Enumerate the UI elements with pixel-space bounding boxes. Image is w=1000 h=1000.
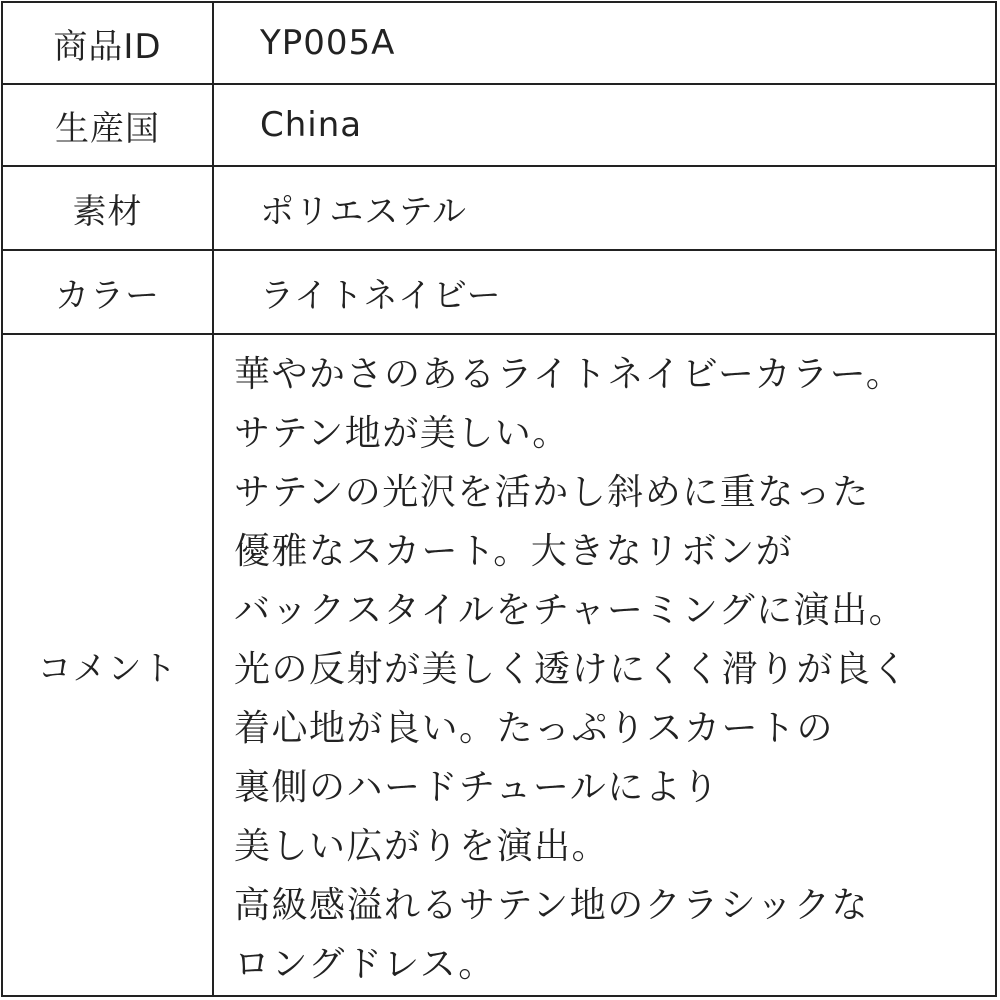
label-product-id: 商品ID (3, 3, 214, 85)
comment-line: サテンの光沢を活かし斜めに重なった (234, 472, 870, 513)
comment-line: 裏側のハードチュールにより (234, 767, 720, 808)
value-comment (214, 335, 995, 995)
comment-line: サテン地が美しい。 (234, 413, 570, 454)
label-country: 生産国 (3, 85, 214, 167)
value-material: ポリエステル (214, 167, 995, 251)
comment-line: 着心地が良い。たっぷりスカートの (234, 708, 835, 749)
comment-line: 華やかさのあるライトネイビーカラー。 (234, 354, 904, 395)
value-color: ライトネイビー (214, 251, 995, 335)
value-country: China (214, 85, 995, 167)
value-product-id: YP005A (214, 3, 995, 85)
label-comment: コメント (3, 335, 214, 995)
comment-line: ロングドレス。 (234, 944, 496, 985)
comment-line: 美しい広がりを演出。 (234, 826, 610, 867)
label-material: 素材 (3, 167, 214, 251)
product-spec-table (1, 1, 997, 997)
label-color: カラー (3, 251, 214, 335)
comment-line: 高級感溢れるサテン地のクラシックな (234, 885, 869, 926)
comment-line: 光の反射が美しく透けにくく滑りが良く (234, 649, 910, 690)
comment-line: 優雅なスカート。大きなリボンが (234, 531, 794, 572)
comment-line: バックスタイルをチャーミングに演出。 (234, 590, 907, 631)
